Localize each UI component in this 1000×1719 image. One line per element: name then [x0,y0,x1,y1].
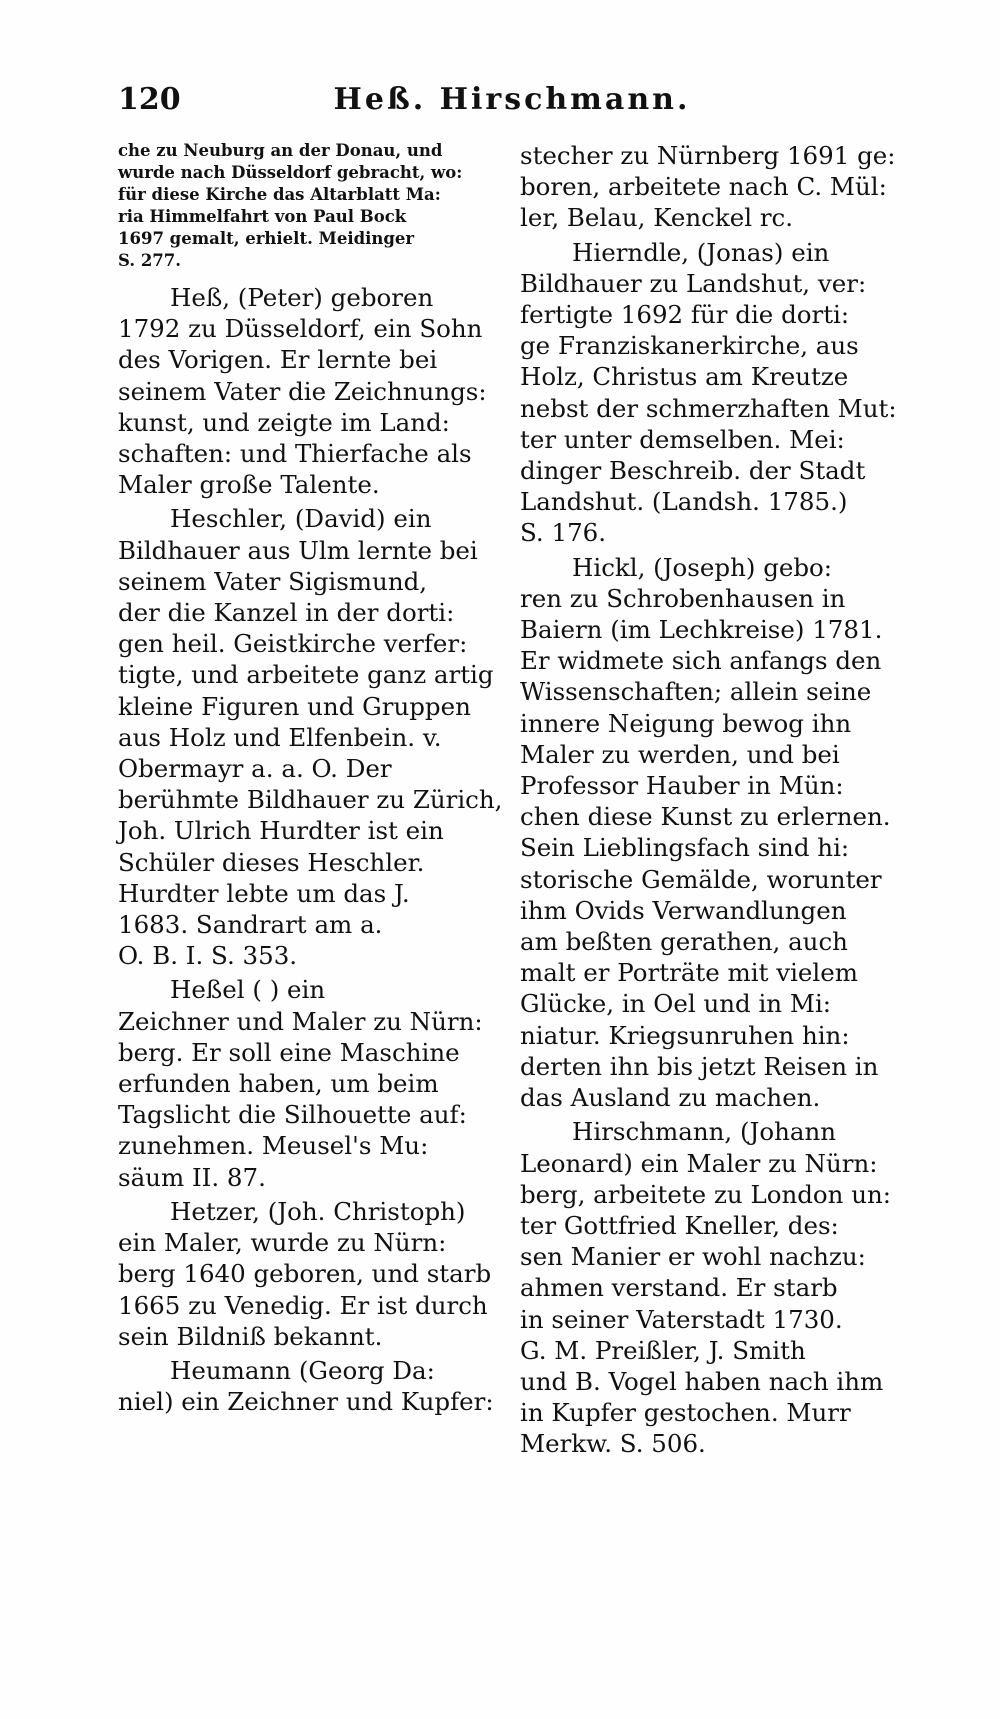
text-line: niel) ein Zeichner und Kupfer: [118,1387,494,1417]
running-title: Heß. Hirschmann. [333,82,691,117]
text-line: ter unter demselben. Mei: [520,424,845,454]
text-line: innere Neigung bewog ihn [520,708,852,738]
text-line: Landshut. (Landsh. 1785.) [520,487,848,517]
text-line: Leonard) ein Maler zu Nürn: [520,1148,878,1178]
text-line: ihm Ovids Verwandlungen [520,895,847,925]
entry-heumann [118,1355,494,1417]
text-line: Hirschmann, (Johann [572,1117,837,1147]
text-line: Maler zu werden, und bei [520,739,840,769]
text-line: schaften: und Thierfache als [118,439,472,469]
text-line: nebst der schmerzhaften Mut: [520,393,897,423]
text-line: erfunden haben, um beim [118,1069,439,1099]
text-line: fertigte 1692 für die dorti: [520,300,850,330]
page-number: 120 [118,82,181,117]
text-line: dinger Beschreib. der Stadt [520,456,866,486]
text-line: berg 1640 geboren, und starb [118,1259,492,1289]
text-line: kunst, und zeigte im Land: [118,407,450,437]
text-line: sen Manier er wohl nachzu: [520,1242,866,1272]
text-line: ahmen verstand. Er starb [520,1273,838,1303]
entry-hierndle [520,237,897,549]
text-line: Sein Lieblingsfach sind hi: [520,833,850,863]
text-line: ria Himmelfahrt von Paul Bock [118,207,407,226]
text-line: seinem Vater die Zeichnungs: [118,376,487,406]
text-line: Hetzer, (Joh. Christoph) [170,1196,466,1226]
text-line: zunehmen. Meusel's Mu: [118,1131,429,1161]
text-line: Holz, Christus am Kreutze [520,362,849,392]
text-line: berg, arbeitete zu London un: [520,1179,892,1209]
entry-hetzer [118,1196,490,1352]
continued-entry [118,140,490,272]
text-line: stecher zu Nürnberg 1691 ge: [520,141,896,170]
text-line: der die Kanzel in der dorti: [118,598,455,628]
text-line: seinem Vater Sigismund, [118,566,428,596]
text-line: malt er Porträte mit vielem [520,958,858,988]
text-line: chen diese Kunst zu erlernen. [520,802,891,832]
text-line: tigte, und arbeitete ganz artig [118,660,494,690]
text-line: des Vorigen. Er lernte bei [118,345,438,375]
text-line: aus Holz und Elfenbein. v. [118,722,442,752]
text-line: 1792 zu Düsseldorf, ein Sohn [118,314,483,344]
text-line: Glücke, in Oel und in Mi: [520,989,832,1019]
text-line: Er widmete sich anfangs den [520,646,882,676]
text-line: niatur. Kriegsunruhen hin: [520,1020,850,1050]
text-line: Hurdter lebte um das J. [118,878,410,908]
text-line: 1665 zu Venedig. Er ist durch [118,1290,488,1320]
text-line: S. 176. [520,518,607,548]
text-line: ren zu Schrobenhausen in [520,583,846,613]
text-line: ge Franziskanerkirche, aus [520,331,859,361]
text-line: Hierndle, (Jonas) ein [572,237,830,267]
text-line: Baiern (im Lechkreise) 1781. [520,615,883,645]
text-line: S. 277. [118,251,182,270]
text-line: O. B. I. S. 353. [118,941,298,971]
text-line: 1683. Sandrart am a. [118,910,383,940]
text-line: Heschler, (David) ein [170,504,432,534]
entry-hickl [520,552,891,1114]
text-line: storische Gemälde, worunter [520,864,882,894]
text-line: wurde nach Düsseldorf gebracht, wo: [118,163,463,182]
text-line: Maler große Talente. [118,470,380,500]
text-line: Heumann (Georg Da: [170,1355,435,1385]
text-line: für diese Kirche das Altarblatt Ma: [118,185,441,204]
text-line: G. M. Preißler, J. Smith [520,1335,806,1365]
text-line: boren, arbeitete nach C. Mül: [520,172,887,202]
text-line: derten ihn bis jetzt Reisen in [520,1051,879,1081]
text-line: Bildhauer aus Ulm lernte bei [118,535,478,565]
text-line: das Ausland zu machen. [520,1083,821,1113]
text-line: in Kupfer gestochen. Murr [520,1398,851,1428]
entry-heschler [118,503,503,971]
text-line: Heßel ( ) ein [170,975,326,1005]
text-line: ter Gottfried Kneller, des: [520,1210,839,1240]
text-line: und B. Vogel haben nach ihm [520,1366,884,1396]
entry-heumann-continued [520,140,896,234]
text-line: in seiner Vaterstadt 1730. [520,1304,843,1334]
text-line: berg. Er soll eine Maschine [118,1037,460,1067]
text-line: berühmte Bildhauer zu Zürich, [118,785,503,815]
text-line: Merkw. S. 506. [520,1429,706,1459]
entry-hirschmann [520,1116,892,1459]
text-line: Obermayr a. a. O. Der [118,754,392,784]
left-column [118,140,503,1417]
text-line: Hickl, (Joseph) gebo: [572,552,833,582]
text-line: gen heil. Geistkirche verfer: [118,629,468,659]
text-line: ler, Belau, Kenckel rc. [520,203,794,233]
text-line: kleine Figuren und Gruppen [118,691,471,721]
text-line: Wissenschaften; allein seine [520,677,872,707]
entry-hess-peter [118,282,490,500]
text-line: Tagslicht die Silhouette auf: [118,1100,467,1130]
text-line: che zu Neuburg an der Donau, und [118,141,443,160]
text-line: ein Maler, wurde zu Nürn: [118,1228,447,1258]
text-line: säum II. 87. [118,1162,266,1192]
entry-hessel [118,974,490,1192]
text-line: am beßten gerathen, auch [520,927,848,957]
text-line: Professor Hauber in Mün: [520,771,844,801]
text-line: Schüler dieses Heschler. [118,847,425,877]
text-line: Heß, (Peter) geboren [170,283,434,312]
text-line: Bildhauer zu Landshut, ver: [520,268,867,298]
text-line: Joh. Ulrich Hurdter ist ein [118,816,444,846]
text-line: Zeichner und Maler zu Nürn: [118,1006,483,1036]
page-header [112,82,912,132]
right-column [520,140,897,1460]
text-line: 1697 gemalt, erhielt. Meidinger [118,229,415,248]
text-line: sein Bildniß bekannt. [118,1321,383,1351]
